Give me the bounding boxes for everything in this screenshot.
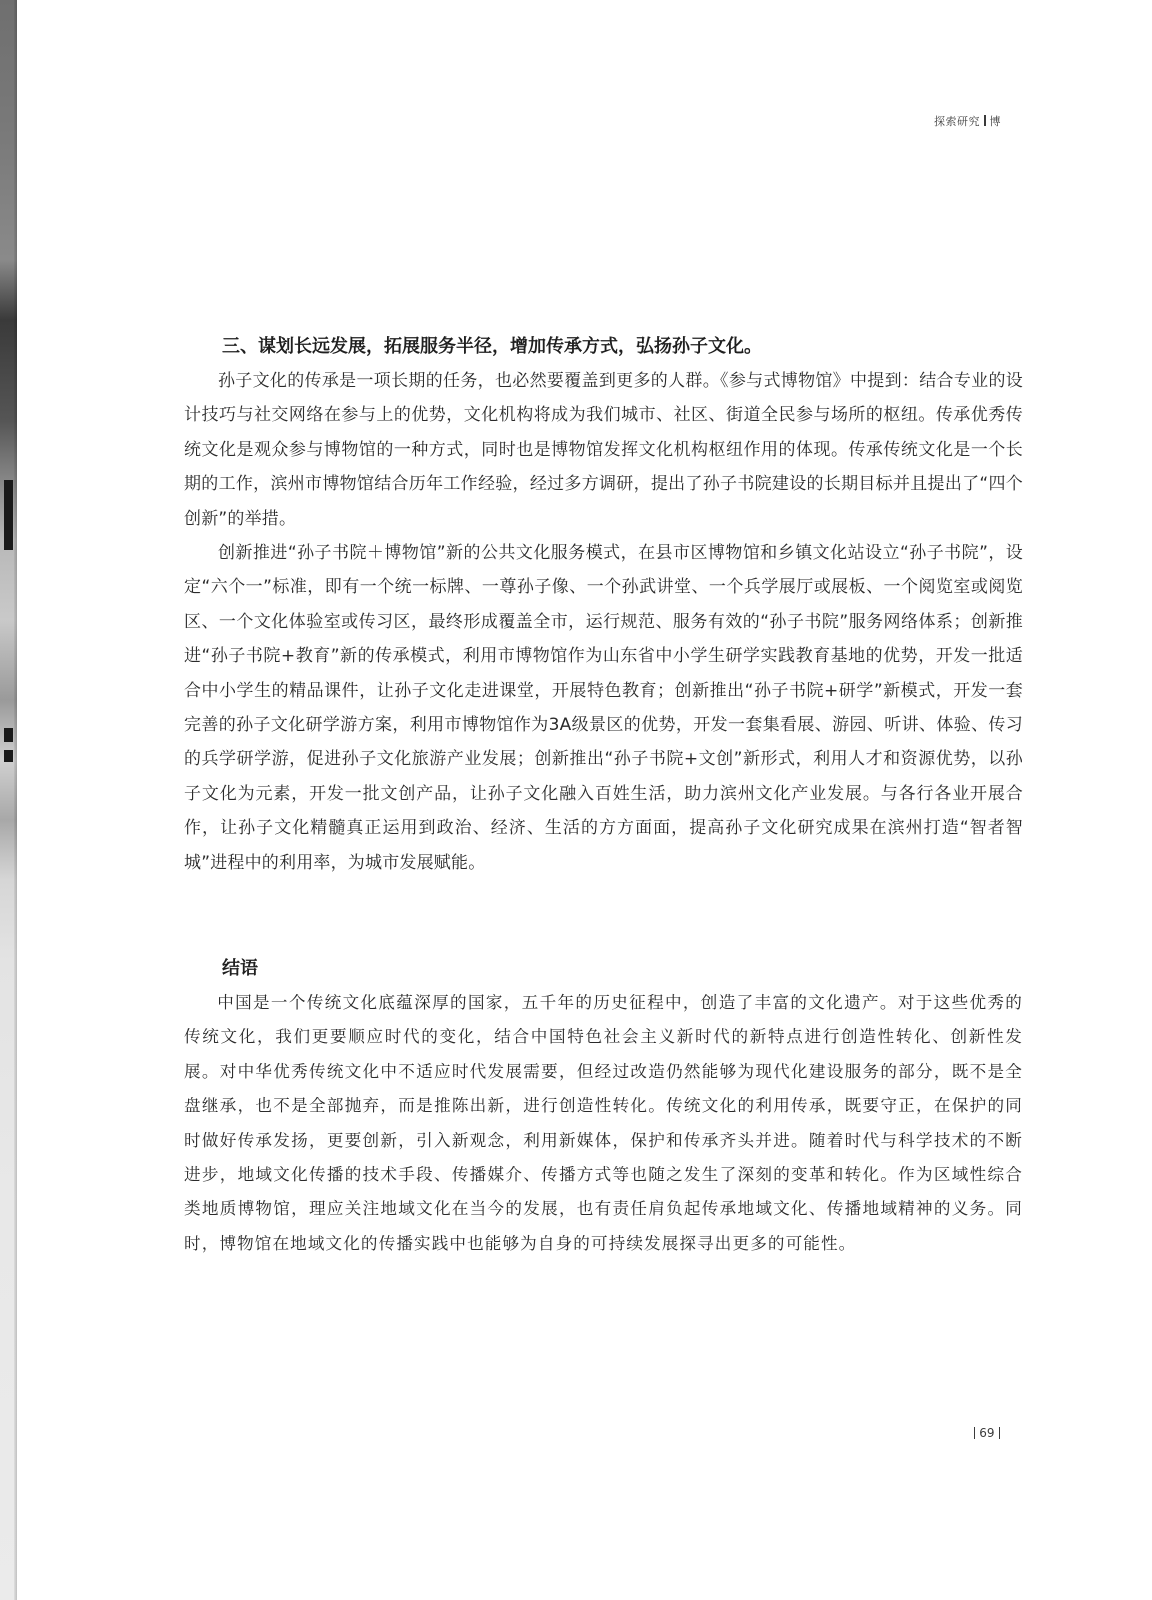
section-three-heading: 三、谋划长远发展，拓展服务半径，增加传承方式，弘扬孙子文化。 — [222, 336, 762, 357]
conclusion-heading: 结语 — [222, 958, 258, 979]
conclusion-paragraph: 中国是一个传统文化底蕴深厚的国家，五千年的历史征程中，创造了丰富的文化遗产。对于这些优秀的传统文化，我们更要顺应时代的变化，结合中国特色社会主义新时代的新特点进行创造性转化、创新性发展。对中华优秀传统文化中不适应时代发展需要，但经过改造仍然能够为现代化建设服务的部分，既不是全盘继承，也不是全部抛弃，而是推陈出新，进行创造性转化。传统文化的利用传承，既要守正，在保护的同时做好传承发扬，更要创新，引入新观念，利用新媒体，保护和传承齐头并进。随着时代与科学技术的不断进步，地域文化传播的技术手段、传播媒介、传播方式等也随之发生了深刻的变革和转化。作为区域性综合类地质博物馆，理应关注地域文化在当今的发展，也有责任肩负起传承地域文化、传播地域精神的义务。同时，博物馆在地域文化的传播实践中也能够为自身的可持续发展探寻出更多的可能性。 — [184, 993, 1023, 1253]
section-three — [184, 330, 1023, 880]
page-number — [970, 1426, 1004, 1440]
edge-photo-fragment — [4, 750, 13, 762]
page-number-left-bar — [974, 1427, 976, 1439]
previous-page-edge — [0, 0, 17, 1600]
header-divider — [984, 115, 986, 126]
page-number-value: 69 — [979, 1426, 995, 1440]
page-gutter-shadow — [14, 0, 17, 1600]
running-header — [934, 113, 1001, 129]
section-three-paragraph-1: 孙子文化的传承是一项长期的任务，也必然要覆盖到更多的人群。《参与式博物馆》中提到：结合专业的设计技巧与社交网络在参与上的优势，文化机构将成为我们城市、社区、街道全民参与场所的枢纽。传承优秀传统文化是观众参与博物馆的一种方式，同时也是博物馆发挥文化机构枢纽作用的体现。传承传统文化是一个长期的工作，滨州市博物馆结合历年工作经验，经过多方调研，提出了孙子书院建设的长期目标并且提出了“四个创新”的举措。 — [184, 371, 1023, 529]
edge-photo-fragment — [4, 728, 13, 742]
page-number-right-bar — [999, 1427, 1001, 1439]
header-section: 探索研究 — [934, 115, 980, 128]
section-three-paragraph-2: 创新推进“孙子书院＋博物馆”新的公共文化服务模式，在县市区博物馆和乡镇文化站设立“孙子书院”，设定“六个一”标准，即有一个统一标牌、一尊孙子像、一个孙武讲堂、一个兵学展厅或展板、一个阅览室或阅览区、一个文化体验室或传习区，最终形成覆盖全市，运行规范、服务有效的“孙子书院”服务网络体系；创新推进“孙子书院+教育”新的传承模式，利用市博物馆作为山东省中小学生研学实践教育基地的优势，开发一批适合中小学生的精品课件，让孙子文化走进课堂，开展特色教育；创新推出“孙子书院+研学”新模式，开发一套完善的孙子文化研学游方案，利用市博物馆作为3A级景区的优势，开发一套集看展、游园、听讲、体验、传习的兵学研学游，促进孙子文化旅游产业发展；创新推出“孙子书院+文创”新形式，利用人才和资源优势，以孙子文化为元素，开发一批文创产品，让孙子文化融入百姓生活，助力滨州文化产业发展。与各行各业开展合作，让孙子文化精髓真正运用到政治、经济、生活的方方面面，提高孙子文化研究成果在滨州打造“智者智城”进程中的利用率，为城市发展赋能。 — [184, 543, 1023, 873]
conclusion-section — [184, 952, 1023, 1261]
header-column: 博 — [989, 115, 1001, 128]
edge-photo-fragment — [4, 480, 13, 550]
